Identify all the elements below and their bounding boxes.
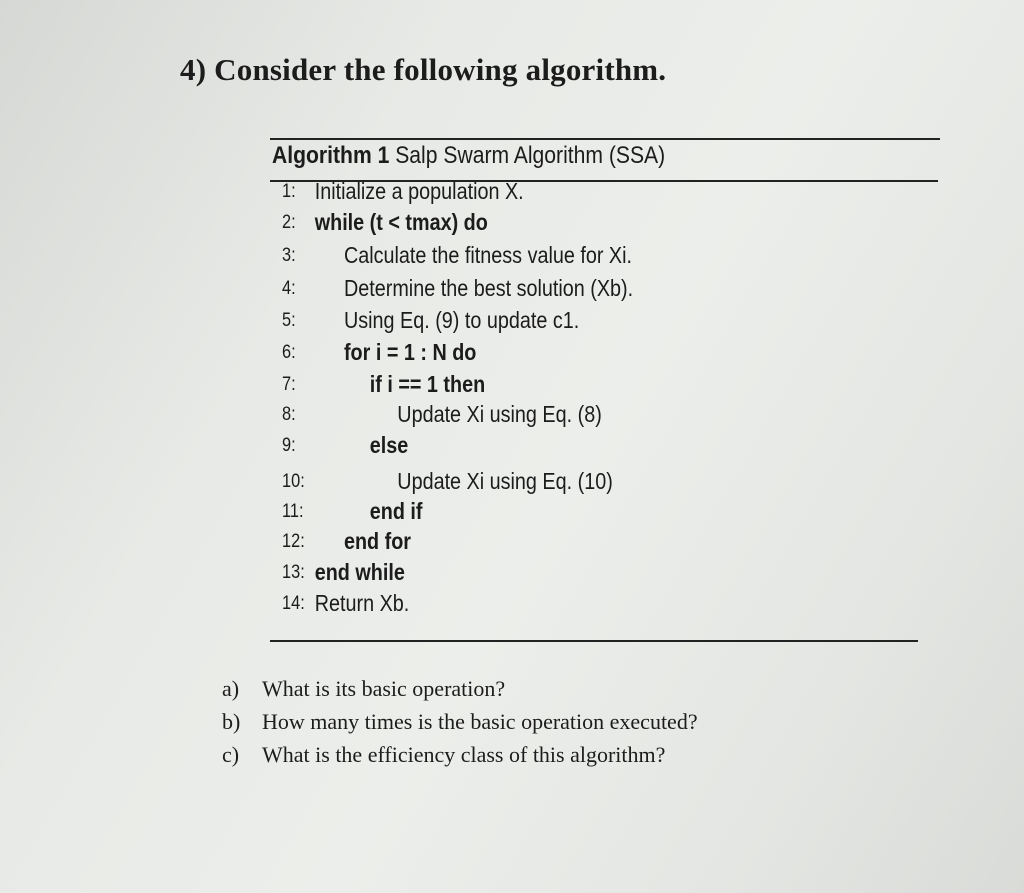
line-code: while (t < tmax) do xyxy=(314,209,488,235)
algorithm-box xyxy=(270,128,940,644)
question-text: What is the efficiency class of this algorithm? xyxy=(262,742,666,767)
line-code: for i = 1 : N do xyxy=(343,339,477,365)
line-number: 10: xyxy=(282,471,305,492)
line-number: 6: xyxy=(282,342,296,363)
algorithm-caption-label: Algorithm 1 xyxy=(272,142,390,169)
line-number: 5: xyxy=(282,310,296,331)
algorithm-top-rule xyxy=(270,138,940,140)
line-number: 4: xyxy=(282,278,296,299)
line-code: Calculate the fitness value for Xi. xyxy=(343,242,633,268)
line-number: 11: xyxy=(282,501,304,522)
line-code: if i == 1 then xyxy=(369,371,486,397)
line-number: 12: xyxy=(282,531,305,552)
line-code: Using Eq. (9) to update c1. xyxy=(343,307,580,333)
line-code: Update Xi using Eq. (8) xyxy=(397,401,602,427)
line-code: else xyxy=(369,432,409,458)
line-number: 13: xyxy=(282,562,305,583)
line-code: Determine the best solution (Xb). xyxy=(343,275,634,301)
algorithm-caption-title: Salp Swarm Algorithm (SSA) xyxy=(395,142,666,169)
line-code: end while xyxy=(314,559,405,585)
line-number: 3: xyxy=(282,245,296,266)
question-text: What is its basic operation? xyxy=(262,676,506,701)
line-number: 9: xyxy=(282,435,296,456)
line-number: 14: xyxy=(282,593,305,614)
line-code: end for xyxy=(343,528,411,554)
line-code: Update Xi using Eq. (10) xyxy=(397,468,613,494)
algorithm-bottom-rule xyxy=(270,640,918,642)
algorithm-caption xyxy=(272,142,665,170)
question-text: How many times is the basic operation executed? xyxy=(262,709,698,734)
line-number: 2: xyxy=(282,212,296,233)
line-number: 7: xyxy=(282,374,296,395)
question-title: 4) Consider the following algorithm. xyxy=(180,52,667,87)
question-label: c) xyxy=(222,742,240,767)
line-number: 1: xyxy=(282,181,296,202)
line-number: 8: xyxy=(282,404,296,425)
line-code: Initialize a population X. xyxy=(314,178,524,204)
question-label: a) xyxy=(222,676,240,701)
line-code: end if xyxy=(369,498,423,524)
question-label: b) xyxy=(222,709,241,734)
line-code: Return Xb. xyxy=(314,590,410,616)
